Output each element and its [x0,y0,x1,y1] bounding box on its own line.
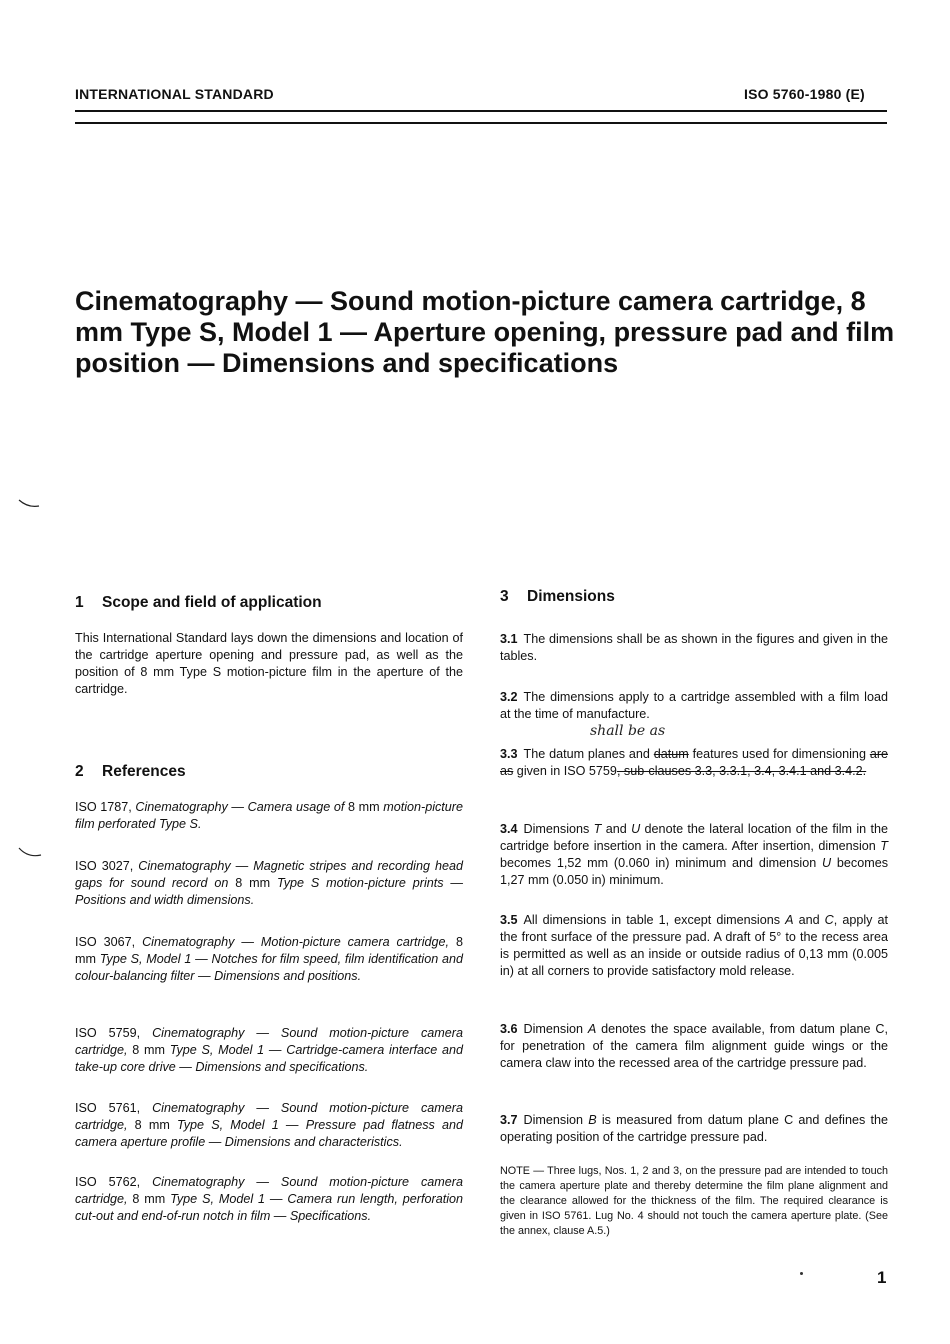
stray-dot [800,1272,803,1275]
note: NOTE — Three lugs, Nos. 1, 2 and 3, on the pressure pad are intended to touch the camera aperture plate and thereby determine the film plane alignment and the clearance allowed for the thickness of the film. The required clearance is given in ISO 5761. Lug No. 4 should not touch the camera aperture plate. (See the annex, clause A.5.) [500,1165,888,1237]
clause-3-1: 3.1 The dimensions shall be as shown in the figures and given in the tables. [500,632,888,663]
section-title: References [102,763,186,780]
clause-3-5: 3.5 All dimensions in table 1, except dimensions A and C, apply at the front surface of the pressure pad. A draft of 5° to the recess area is permitted as well as an inside or outside radius of 0,13 mm (0.005 in) at all corners to provide satisfactory mold release. [500,913,889,978]
section-number: 1 [75,594,84,611]
section-number: 2 [75,763,84,780]
section-title: Scope and field of application [102,594,322,611]
page-number: 1 [877,1268,887,1287]
section-number: 3 [500,588,509,605]
section-1-heading [75,594,322,612]
document-title: Cinematography — Sound motion-picture camera cartridge, 8 mm Type S, Model 1 — Aperture opening, pressure pad and film position — Dimensions and specifications [75,286,895,378]
header-left: INTERNATIONAL STANDARD [75,86,274,102]
handwritten-annotation: shall be as [590,723,666,739]
reference-item: ISO 1787, Cinematography — Camera usage of 8 mm motion-picture film perforated Type S. [75,800,463,831]
section-3-heading [500,588,615,606]
header-rule-bottom [75,122,887,124]
clause-3-4: 3.4 Dimensions T and U denote the lateral location of the film in the cartridge before insertion in the camera. After insertion, dimension T becomes 1,52 mm (0.060 in) minimum and dimension U becomes 1,27 mm (0.050 in) minimum. [500,822,889,887]
section-title: Dimensions [527,588,615,605]
reference-item: ISO 3067, Cinematography — Motion-picture camera cartridge, 8 mm Type S, Model 1 — Notches for film speed, film identification and colour-balancing filter — Dimensions and positions. [75,935,464,983]
header-rule-top [75,110,887,112]
clause-3-6: 3.6 Dimension A denotes the space available, from datum plane C, for penetration of the camera film alignment guide wings or the camera claw into the recessed area of the cartridge pressure pad. [500,1022,888,1070]
section-1-body [75,630,463,698]
margin-tick-mark [18,846,42,860]
section-2-heading [75,763,186,781]
clause-3-3: 3.3 The datum planes and datum features used for dimensioning are as given in ISO 5759, sub-clauses 3.3, 3.3.1, 3.4, 3.4.1 and 3.4.2. [500,747,889,778]
reference-item: ISO 5761, Cinematography — Sound motion-picture camera cartridge, 8 mm Type S, Model 1 — Pressure pad flatness and camera aperture profile — Dimensions and characteristics. [75,1101,464,1149]
reference-item: ISO 5762, Cinematography — Sound motion-picture camera cartridge, 8 mm Type S, Model 1 — Camera run length, perforation cut-out and end-of-run notch in film — Specifications. [75,1175,464,1223]
reference-item: ISO 3027, Cinematography — Magnetic stripes and recording head gaps for sound record on 8 mm Type S motion-picture prints — Positions and width dimensions. [75,859,463,907]
reference-item: ISO 5759, Cinematography — Sound motion-picture camera cartridge, 8 mm Type S, Model 1 — Cartridge-camera interface and take-up core drive — Dimensions and specifications. [75,1026,464,1074]
margin-tick-mark [18,498,40,510]
paragraph: This International Standard lays down the dimensions and location of the cartridge aperture opening and pressure pad, as well as the position of 8 mm Type S motion-picture film in the aperture of the cartridge. [75,631,463,696]
header-right: ISO 5760-1980 (E) [744,86,865,102]
clause-3-7: 3.7 Dimension B is measured from datum plane C and defines the operating position of the cartridge pressure pad. [500,1113,888,1144]
clause-3-2: 3.2 The dimensions apply to a cartridge assembled with a film load at the time of manufacture. [500,690,888,721]
